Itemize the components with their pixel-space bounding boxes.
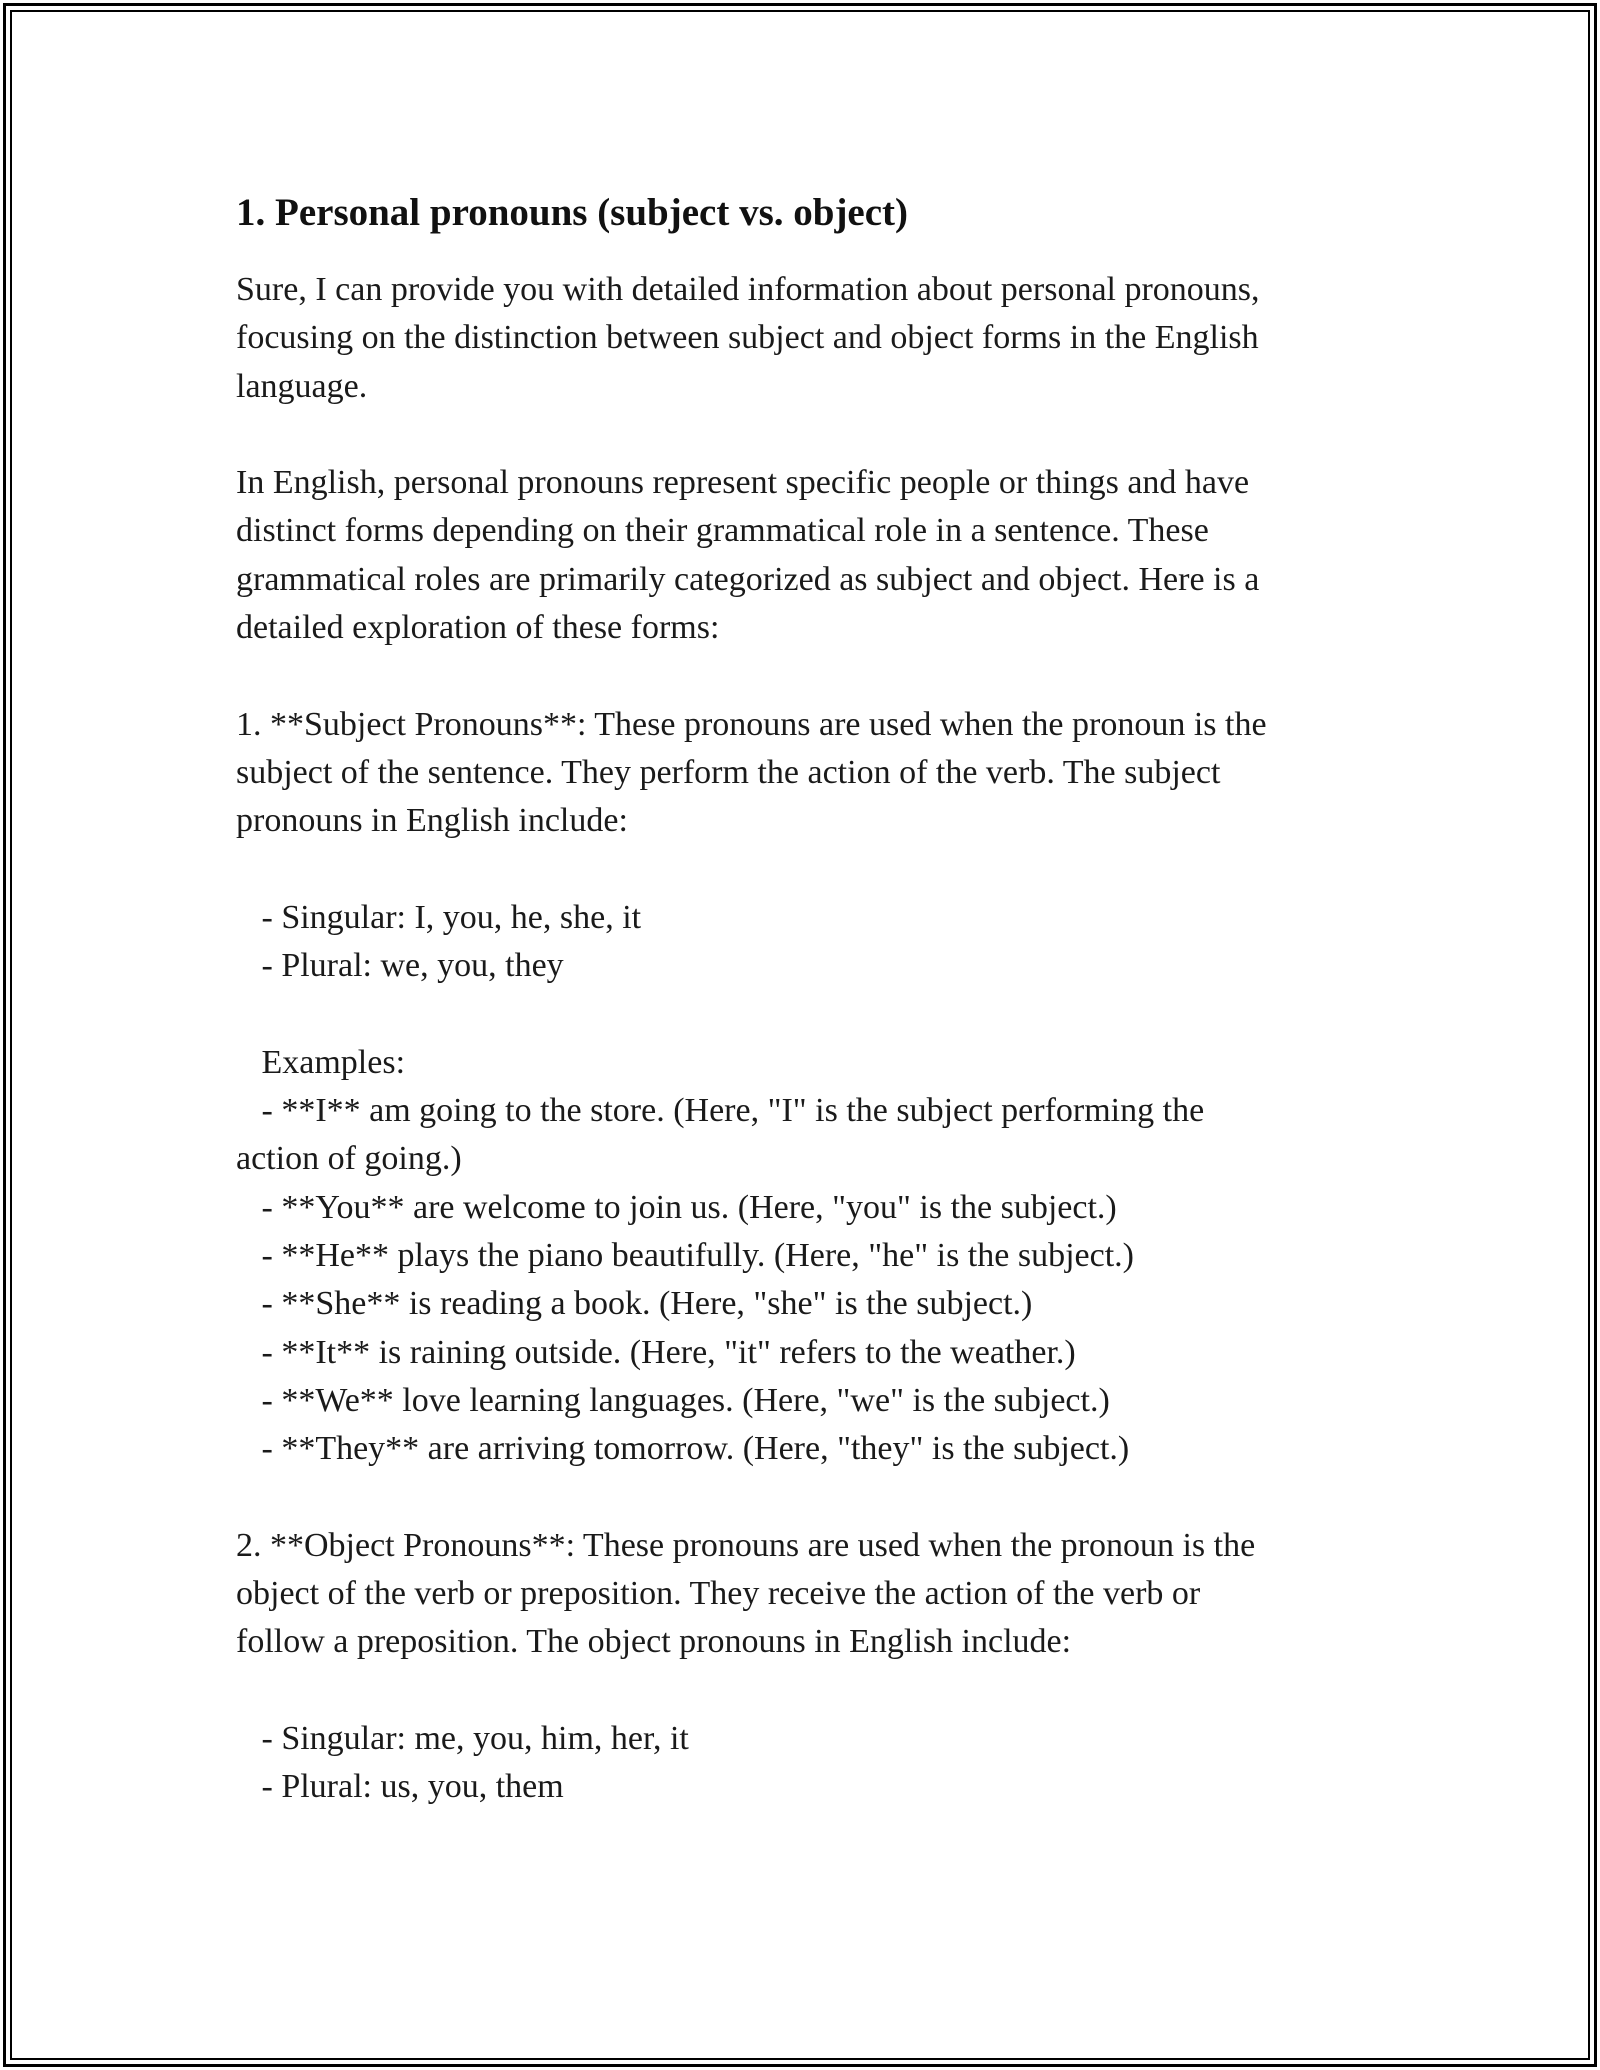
document-title: 1. Personal pronouns (subject vs. object) (236, 191, 909, 234)
document-content (236, 186, 1366, 1812)
document-body: Sure, I can provide you with detailed information about personal pronouns, focusing on the distinction between subject and object forms in the English language. In English, personal pronouns represent specific people or things and have distinct forms depending on their grammatical role in a sentence. These grammatical roles are primarily categorized as subject and object. Here is a detailed exploration of these forms: 1. **Subject Pronouns**: These pronouns are used when the pronoun is the subject of the sentence. They perform the action of the verb. The subject pronouns in English include: - Singular: I, you, he, she, it - Plural: we, you, they Examples: - **I** am going to the store. (Here, "I" is the subject performing the action of going.) - **You** are welcome to join us. (Here, "you" is the subject.) - **He** plays the piano beautifully. (Here, "he" is the subject.) - **She** is reading a book. (Here, "she" is the subject.) - **It** is raining outside. (Here, "it" refers to the weather.) - **We** love learning languages. (Here, "we" is the subject.) - **They** are arriving tomorrow. (Here, "they" is the subject.) 2. **Object Pronouns**: These pronouns are used when the pronoun is the object of the verb or preposition. They receive the action of the verb or follow a preposition. The object pronouns in English include: - Singular: me, you, him, her, it - Plural: us, you, them (236, 271, 1267, 1806)
